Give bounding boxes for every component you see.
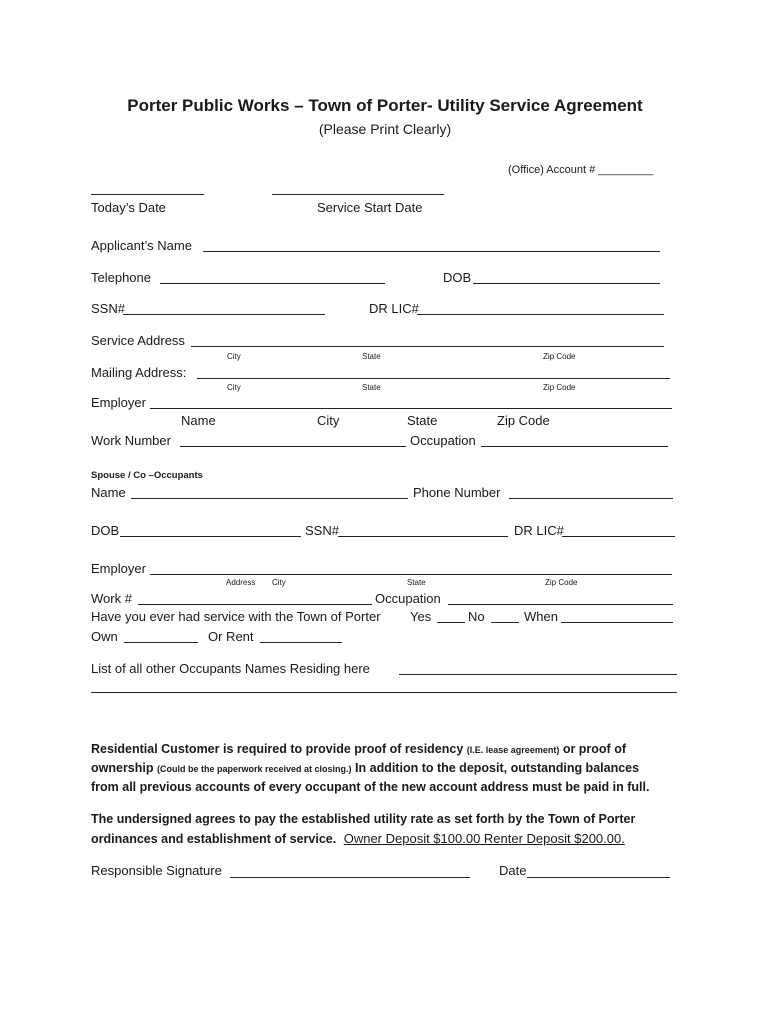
notice-lease-note: (I.E. lease agreement) <box>466 745 560 755</box>
spouse-zip-caption: Zip Code <box>545 578 578 587</box>
spouse-city-caption: City <box>272 578 286 587</box>
other-occupants-field-1[interactable] <box>399 674 677 675</box>
occupation-label: Occupation <box>410 433 476 448</box>
service-start-date-field[interactable] <box>272 194 444 195</box>
agreement-line-1: The undersigned agrees to pay the established utility rate as set forth by the Town of Porter <box>91 812 636 826</box>
office-account-number: (Office) Account # _________ <box>508 164 654 176</box>
spouse-occupation-label: Occupation <box>375 591 441 606</box>
spouse-dob-label: DOB <box>91 523 120 538</box>
deposit-amounts: Owner Deposit $100.00 Renter Deposit $200.00. <box>343 831 625 846</box>
todays-date-label: Today’s Date <box>91 200 166 215</box>
service-zip-caption: Zip Code <box>543 352 576 361</box>
dr-lic-field[interactable] <box>417 314 664 315</box>
employer-state-caption: State <box>407 413 438 428</box>
spouse-name-label: Name <box>91 485 126 500</box>
notice-line-2 <box>91 761 639 775</box>
employer-zip-caption: Zip Code <box>497 413 550 428</box>
notice-line-3: from all previous accounts of every occupant of the new account address must be paid in full. <box>91 780 650 794</box>
service-start-date-label: Service Start Date <box>317 200 423 215</box>
notice-ownership-text: or proof of <box>562 742 626 756</box>
applicant-name-field[interactable] <box>203 251 660 252</box>
spouse-work-field[interactable] <box>138 604 372 605</box>
ssn-label: SSN# <box>91 301 125 316</box>
spouse-phone-field[interactable] <box>509 498 673 499</box>
spouse-phone-label: Phone Number <box>413 485 501 500</box>
other-occupants-label: List of all other Occupants Names Residing here <box>91 661 370 676</box>
own-label: Own <box>91 629 118 644</box>
spouse-ssn-field[interactable] <box>338 536 508 537</box>
mailing-zip-caption: Zip Code <box>543 383 576 392</box>
spouse-name-field[interactable] <box>131 498 408 499</box>
telephone-field[interactable] <box>160 283 385 284</box>
signature-date-label: Date <box>499 863 527 878</box>
spouse-ssn-label: SSN# <box>305 523 339 538</box>
spouse-occupation-field[interactable] <box>448 604 673 605</box>
spouse-work-label: Work # <box>91 591 132 606</box>
work-number-field[interactable] <box>180 446 406 447</box>
service-city-caption: City <box>227 352 241 361</box>
work-number-label: Work Number <box>91 433 171 448</box>
dr-lic-label: DR LIC# <box>369 301 419 316</box>
form-subtitle: (Please Print Clearly) <box>318 121 452 137</box>
form-title: Porter Public Works – Town of Porter- Utility Service Agreement <box>127 96 643 115</box>
own-field[interactable] <box>124 642 198 643</box>
prior-service-question: Have you ever had service with the Town of Porter <box>91 609 381 624</box>
spouse-address-caption: Address <box>226 578 256 587</box>
prior-service-no-field[interactable] <box>491 622 519 623</box>
signature-label: Responsible Signature <box>91 863 222 878</box>
notice-deposit-text: In addition to the deposit, outstanding balances <box>355 761 640 775</box>
spouse-dob-field[interactable] <box>120 536 301 537</box>
agreement-ordinances-text: ordinances and establishment of service. <box>91 832 337 846</box>
prior-service-when-label: When <box>524 609 558 624</box>
signature-date-field[interactable] <box>527 877 670 878</box>
prior-service-when-field[interactable] <box>561 622 673 623</box>
notice-ownership-word: ownership <box>91 761 154 775</box>
spouse-dr-lic-field[interactable] <box>562 536 675 537</box>
rent-label: Or Rent <box>208 629 254 644</box>
service-state-caption: State <box>362 352 381 361</box>
applicant-name-label: Applicant’s Name <box>91 238 192 253</box>
mailing-address-field[interactable] <box>197 378 670 379</box>
rent-field[interactable] <box>260 642 342 643</box>
employer-name-caption: Name <box>181 413 216 428</box>
service-address-label: Service Address <box>91 333 185 348</box>
telephone-label: Telephone <box>91 270 151 285</box>
occupation-field[interactable] <box>481 446 668 447</box>
dob-field[interactable] <box>473 283 660 284</box>
employer-field[interactable] <box>150 408 672 409</box>
other-occupants-field-2[interactable] <box>91 692 677 693</box>
notice-closing-note: (Could be the paperwork received at closing.) <box>157 764 352 774</box>
prior-service-yes-label: Yes <box>410 609 432 624</box>
signature-field[interactable] <box>230 877 470 878</box>
mailing-city-caption: City <box>227 383 241 392</box>
notice-line-1 <box>91 742 626 756</box>
spouse-employer-field[interactable] <box>150 574 672 575</box>
agreement-line-2 <box>91 831 625 846</box>
spouse-heading: Spouse / Co –Occupants <box>91 470 203 481</box>
spouse-employer-label: Employer <box>91 561 146 576</box>
dob-label: DOB <box>443 270 472 285</box>
ssn-field[interactable] <box>123 314 325 315</box>
prior-service-no-label: No <box>468 609 485 624</box>
employer-city-caption: City <box>317 413 340 428</box>
spouse-dr-lic-label: DR LIC# <box>514 523 564 538</box>
notice-residency-text: Residential Customer is required to provide proof of residency <box>91 742 464 756</box>
prior-service-yes-field[interactable] <box>437 622 465 623</box>
spouse-state-caption: State <box>407 578 426 587</box>
todays-date-field[interactable] <box>91 194 204 195</box>
mailing-state-caption: State <box>362 383 381 392</box>
employer-label: Employer <box>91 395 146 410</box>
mailing-address-label: Mailing Address: <box>91 365 187 380</box>
service-address-field[interactable] <box>191 346 664 347</box>
